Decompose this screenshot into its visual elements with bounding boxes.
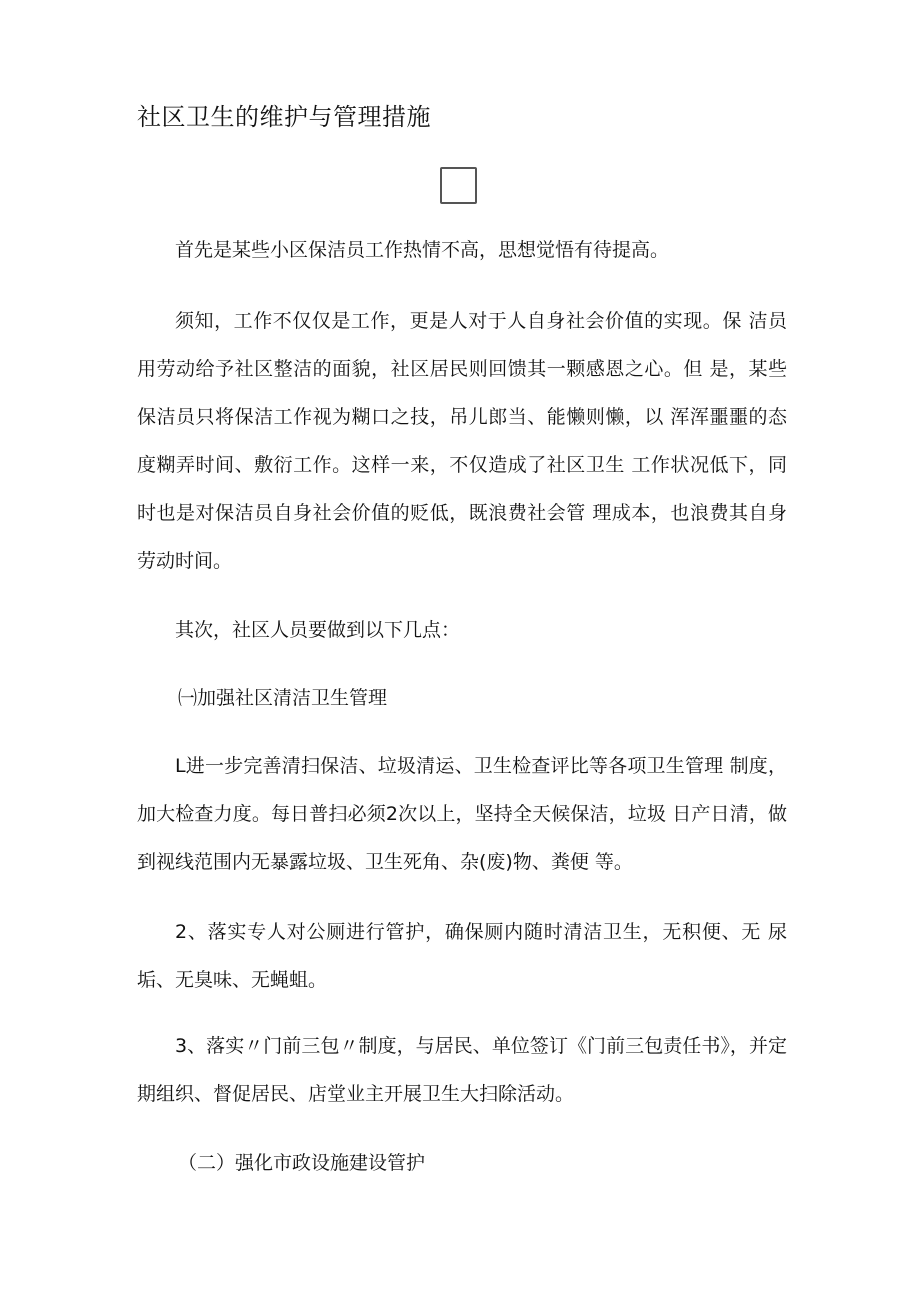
document-title: 社区卫生的维护与管理措施	[137, 103, 431, 131]
paragraph-6: 3、落实〃门前三包〃制度，与居民、单位签订《门前三包责任书》，并定期组织、督促居民、店堂业主开展卫生大扫除活动。	[137, 1035, 787, 1105]
paragraph-4: L进一步完善清扫保洁、垃圾清运、卫生检查评比等各项卫生管理 制度，加大检查力度。每日普扫必须2次以上，坚持全天候保洁，垃圾 日产日清，做到视线范围内无暴露垃圾、卫生死角、杂(废)物、粪便 等。	[137, 755, 787, 873]
section-heading-1: ㈠加强社区清洁卫生管理	[178, 687, 388, 709]
paragraph-3: 其次，社区人员要做到以下几点：	[175, 619, 461, 641]
image-placeholder-icon	[440, 167, 477, 204]
paragraph-1: 首先是某些小区保洁员工作热情不高，思想觉悟有待提高。	[175, 239, 670, 261]
section-heading-2: （二）强化市政设施建设管护	[178, 1152, 426, 1174]
paragraph-2: 须知，工作不仅仅是工作，更是人对于人自身社会价值的实现。保 洁员用劳动给予社区整洁的面貌，社区居民则回馈其一颗感恩之心。但 是，某些保洁员只将保洁工作视为糊口之技，吊儿郎当、能懒则懒，以 浑浑噩噩的态度糊弄时间、敷衍工作。这样一来，不仅造成了社区卫生 工作状况低下，同时也是对保洁员自身社会价值的贬低，既浪费社会管 理成本，也浪费其自身劳动时间。	[137, 310, 787, 572]
paragraph-5: 2、落实专人对公厕进行管护，确保厕内随时清洁卫生，无积便、无 尿垢、无臭味、无蝇蛆。	[137, 921, 787, 991]
